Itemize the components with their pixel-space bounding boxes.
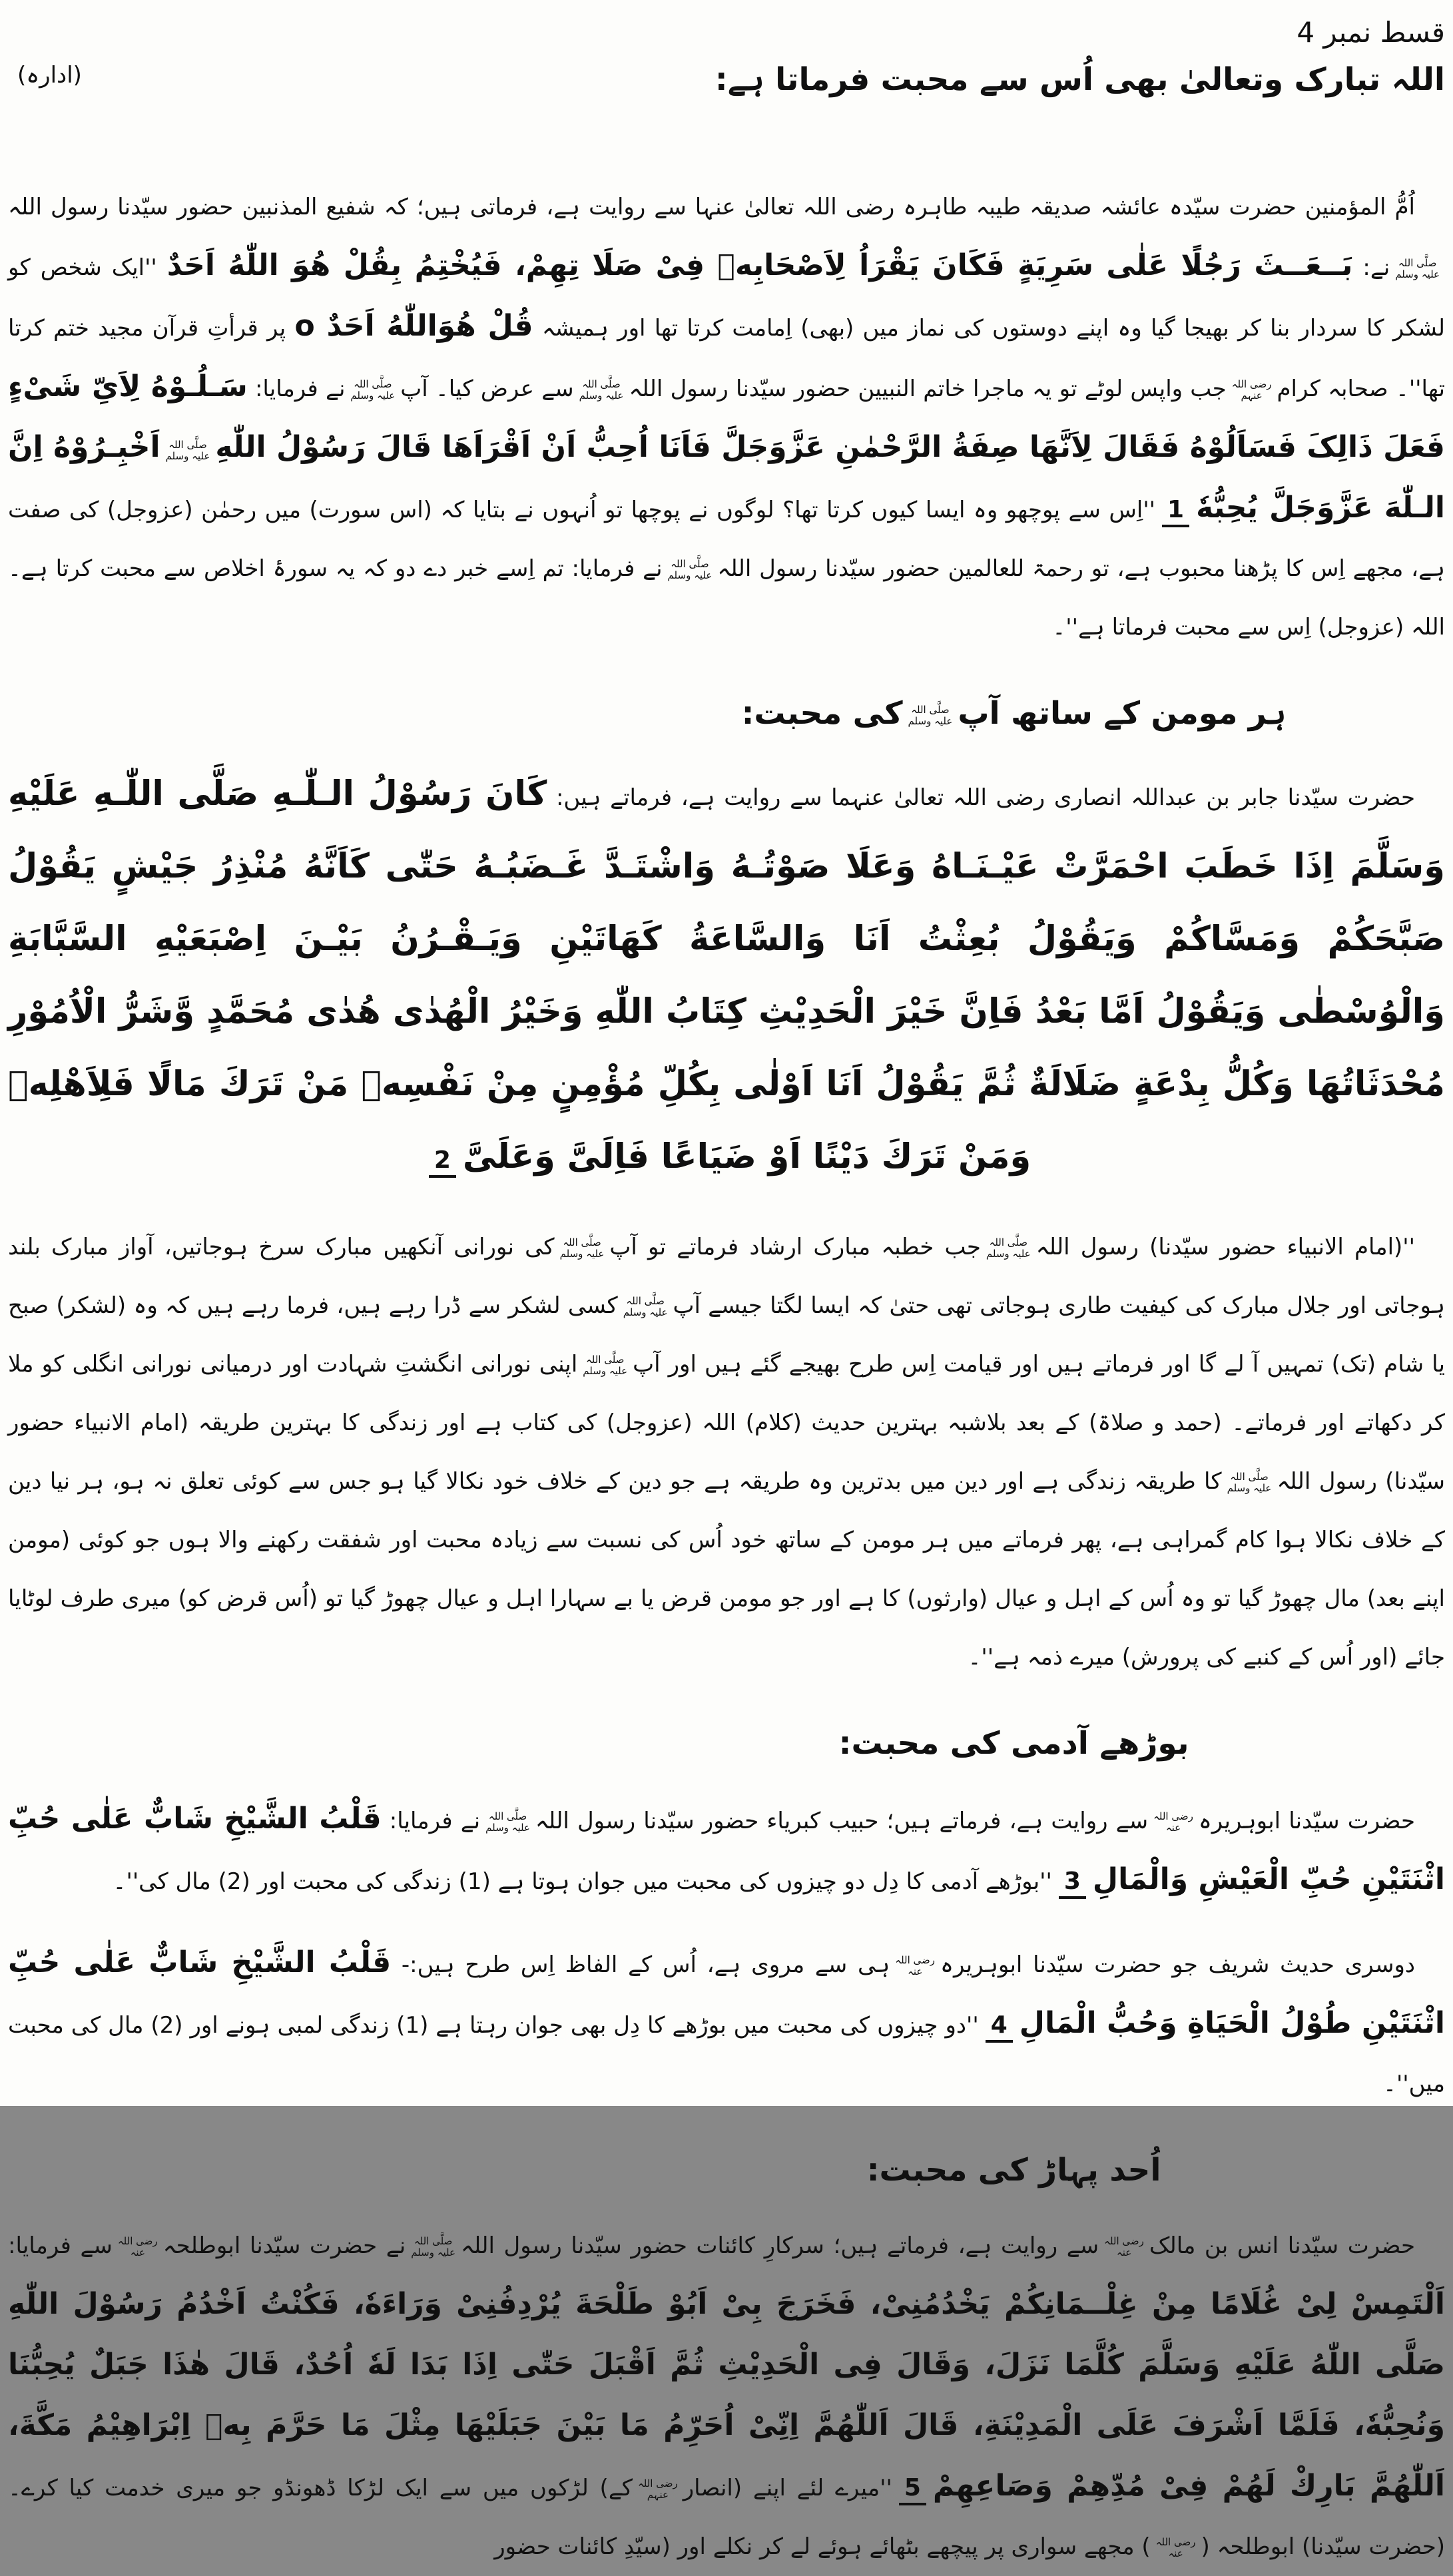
text-run-fn: 1 [1162, 497, 1189, 527]
text-run-urdu: کی نورانی آنکھیں مبارک سرخ ہوجاتیں، آواز مبارک بلند ہوجاتی اور جلال مبارک کی کیفیت طاری ہوجاتی تھی حتیٰ کہ ایسا لگتا جیسے آپ [8, 1234, 1445, 1319]
sallallahu-alayhi-wasallam-mark: صلَّی اللہ علیہ وسلم [623, 1294, 668, 1318]
text-run-urdu: نے حضرت سیّدنا ابوطلحہ [162, 2232, 406, 2259]
document-body [8, 61, 1445, 2576]
sallallahu-alayhi-wasallam-mark: صلَّی اللہ علیہ وسلم [986, 1236, 1031, 1260]
text-run-fn: 2 [429, 1148, 456, 1178]
text-run-arabic-big: كَانَ رَسُوْلُ الـلّٰـهِ صَلَّى اللّٰـهِ عَلَيْهِ وَسَلَّمَ اِذَا خَطَبَ احْمَرَّتْ عَيْـنَـاهُ وَعَلَا صَوْتُـهُ وَاشْتَـدَّ غَـضَبُـهُ حَتّٰى كَاَنَّهُ مُنْذِرُ جَيْشٍ يَقُوْلُ صَبَّحَكُمْ وَمَسَّاكُمْ وَيَقُوْلُ بُعِثْتُ اَنَا وَالسَّاعَةُ كَهَاتَيْنِ وَيَـقْـرُنُ بَيْـنَ اِصْبَعَيْهِ السَّبَّابَةِ وَالْوُسْطٰى وَيَقُوْلُ اَمَّا بَعْدُ فَاِنَّ خَيْرَ الْحَدِيْثِ كِتَابُ اللّٰهِ وَخَيْرُ الْهُدٰى هُدٰى مُحَمَّدٍ وَّشَرُّ الْاُمُوْرِ مُحْدَثَاتُهَا وَكُلُّ بِدْعَةٍ ضَلَالَةٌ ثُمَّ يَقُوْلُ اَنَا اَوْلٰى بِكُلِّ مُؤْمِنٍ مِنْ نَفْسِهٖ مَنْ تَرَكَ مَالًا فَلِاَهْلِهٖ وَمَنْ تَرَكَ دَيْنًا اَوْ ضَيَاعًا فَاِلَیَّ وَعَلَیَّ [8, 774, 1445, 1176]
text-run-urdu: اُمُّ المؤمنین حضرت سیّدہ عائشہ صدیقہ طیبہ طاہرہ رضی اللہ تعالیٰ عنہا سے روایت ہے، فرماتی ہیں؛ کہ شفیع المذنبین حضور سیّدنا رسول اللہ [8, 194, 1415, 220]
text-run-urdu: دوسری حدیث شریف جو حضرت سیّدنا ابوہریرہ [940, 1951, 1416, 1978]
sallallahu-alayhi-wasallam-mark: صلَّی اللہ علیہ وسلم [1227, 1470, 1272, 1494]
sallallahu-alayhi-wasallam-mark: صلَّی اللہ علیہ وسلم [350, 378, 396, 401]
sallallahu-alayhi-wasallam-mark: صلَّی اللہ علیہ وسلم [667, 557, 713, 581]
text-run-urdu: ''دو چیزوں کی محبت میں بوڑھے کا دِل بھی جوان رہتا ہے (1) زندگی لمبی ہونے اور (2) مال کی محبت میں''۔ [8, 2012, 1445, 2097]
heading-allah-loves-him [8, 61, 1445, 98]
byline: (ادارہ) [17, 62, 82, 89]
text-run-arabic: سَـلُـوْهُ لِاَیِّ شَیْءٍ فَعَلَ ذَالِکَ فَسَاَلُوْهُ فَقَالَ لِاَنَّهَا صِفَةُ الرَّحْمٰنِ عَزَّوَجَلَّ فَاَنَا اُحِبُّ اَنْ اَقْرَاَهَا قَالَ رَسُوْلُ اللّٰهِ [8, 370, 1445, 464]
sallallahu-alayhi-wasallam-mark: صلَّی اللہ علیہ وسلم [559, 1236, 605, 1260]
radiallahu-anhu-mark: رضی اللہ عنہ [1153, 1810, 1193, 1834]
text-run-urdu: پر قرأتِ قرآن مجید ختم کرتا تھا''۔ صحابہ کرام [8, 315, 1446, 402]
text-run-urdu: اپنی نورانی انگشتِ شہادت اور درمیانی نورانی انگلی کو ملا کر دکھاتے اور فرماتے۔ (حمد و صلاۃ) کے بعد بلاشبہ بہترین حدیث (کلام) اللہ (عزوجل) کی کتاب ہے اور زندگی کا بہترین طریقہ (امام الانبیاء حضور سیّدنا) رسول اللہ [8, 1351, 1445, 1495]
text-run-urdu: اُحد پہاڑ کی محبت: [866, 2152, 1161, 2189]
text-run-fn: 3 [1059, 1869, 1086, 1899]
text-run-urdu: کسی لشکر سے ڈرا رہے ہیں، فرما رہے ہیں کہ وہ (لشکر) صبح یا شام (تک) تمہیں آ لے گا اور فرماتے ہیں اور قیامت اِس طرح بھیجے گئے ہیں اور آپ [8, 1292, 1446, 1378]
text-run-urdu: ''بوڑھے آدمی کا دِل دو چیزوں کی محبت میں جوان ہوتا ہے (1) زندگی کی محبت اور (2) مال کی''۔ [113, 1868, 1052, 1895]
text-run-urdu: کا طریقہ زندگی ہے اور دین میں بدترین وہ طریقہ ہے جو دین کے خلاف خود نکالا گیا ہو جس سے کوئی تعلق نہ ہو، ہر نیا دین کے خلاف نکالا ہوا کام گمراہی ہے، پھر فرماتے میں ہر مومن کے ساتھ خود اُس کی نسبت سے زیادہ محبت اور شفقت رکھنے والا ہوں جو کوئی (مومن اپنے بعد) مال چھوڑ گیا تو وہ اُس کے اہل و عیال (وارثوں) کا ہے اور جو مومن قرض یا بے سہارا اہل و عیال چھوڑ گیا تو (اُس قرض کو) میری طرف لوٹایا جائے (اور اُس کے کنبے کی پرورش) میرے ذمہ ہے''۔ [8, 1468, 1445, 1671]
text-run-urdu: سے فرمایا: [8, 2232, 113, 2259]
text-run-urdu: سے روایت ہے، فرماتے ہیں؛ سرکارِ کائنات حضور سیّدنا رسول اللہ [460, 2232, 1099, 2259]
para-jabir-translation [8, 1218, 1445, 1686]
radiallahu-anhu-mark: رضی اللہ عنہ [117, 2234, 158, 2258]
radiallahu-anhu-mark: رضی اللہ عنہ [1104, 2234, 1144, 2258]
text-run-arabic: بَــعَــثَ رَجُلًا عَلٰی سَرِيَةٍ فَكَانَ يَقْرَاُ لِاَصْحَابِهٖ فِیْ صَلَا تِهِمْ، فَيُخْتِمُ بِقُلْ هُوَ اللّٰهُ اَحَدٌ [166, 248, 1353, 282]
sallallahu-alayhi-wasallam-mark: صلَّی اللہ علیہ وسلم [579, 378, 624, 401]
text-run-urdu: نے: [1352, 254, 1390, 281]
episode-number: قسط نمبر 4 [1297, 16, 1445, 49]
text-run-urdu: ''اِس سے پوچھو وہ ایسا کیوں کرتا تھا؟ لوگوں نے پوچھا تو اُنہوں نے بتایا کہ (اس سورت) میں رحمٰن (عزوجل) کی صفت ہے، مجھے اِس کا پڑھنا محبوب ہے، تو رحمۃ للعالمین حضور سیّدنا رسول اللہ [8, 497, 1445, 582]
para-abu-huraira-hadith-1 [8, 1790, 1445, 1911]
text-run-urdu: بوڑھے آدمی کی محبت: [838, 1725, 1189, 1762]
text-run-fn: 4 [986, 2013, 1013, 2043]
radiallahu-anhum-mark: رضی اللہ عنہم [637, 2477, 678, 2501]
text-run-arabic: قَلْبُ الشَّيْخِ شَابٌّ عَلٰى حُبِّ اثْنَتَيْنِ حُبِّ الْعَيْشِ وَالْمَالِ [8, 1802, 1445, 1896]
text-run-arabic: اَخْبِـرُوْهُ اِنَّ الـلّٰهَ عَزَّوَجَلَّ يُحِبُّهٗ [8, 430, 1445, 525]
heading-mount-uhud-love [8, 2152, 1445, 2189]
text-run-urdu: ہی سے مروی ہے، اُس کے الفاظ اِس طرح ہیں:- [391, 1951, 890, 1978]
heading-love-with-every-believer [8, 695, 1445, 732]
para-jabir-narration-arabic [8, 760, 1445, 1195]
sallallahu-alayhi-wasallam-mark: صلَّی اللہ علیہ وسلم [1395, 256, 1440, 280]
text-run-urdu: کی محبت: [741, 695, 903, 732]
sallallahu-alayhi-wasallam-mark: صلَّی اللہ علیہ وسلم [908, 703, 953, 727]
text-run-urdu: جب واپس لوٹے تو یہ ماجرا خاتم النبیین حضور سیّدنا رسول اللہ [629, 376, 1227, 402]
radiallahu-anhu-mark: رضی اللہ عنہ [1155, 2535, 1196, 2559]
sallallahu-alayhi-wasallam-mark: صلَّی اللہ علیہ وسلم [411, 2234, 455, 2258]
text-run-urdu: ہر مومن کے ساتھ آپ [958, 695, 1287, 732]
text-run-urdu: ''میرے لئے اپنے (انصار [683, 2475, 892, 2501]
text-run-arabic: قُلْ هُوَاللّٰهُ اَحَدٌ o [294, 309, 533, 343]
text-run-urdu: سے روایت ہے، فرماتے ہیں؛ حبیب کبریاء حضور سیّدنا رسول اللہ [535, 1808, 1149, 1834]
para-abu-huraira-hadith-2 [8, 1933, 1445, 2113]
text-run-urdu: جب خطبہ مبارک ارشاد فرماتے تو آپ [609, 1234, 981, 1260]
heading-old-mans-love [8, 1725, 1445, 1762]
text-run-arabic: اَلْتَمِسْ لِیْ غُلَامًا مِنْ غِلْــمَانِكُمْ يَخْدُمُنِیْ، فَخَرَجَ بِیْ اَبُوْ طَلْحَةَ يُرْدِفُنِیْ وَرَاءَهٗ، فَكُنْتُ اَخْدُمُ رَسُوْلَ اللّٰهِ صَلَّى اللّٰهُ عَلَيْهِ وَسَلَّمَ كُلَّمَا نَزَلَ، وَقَالَ فِى الْحَدِيْثِ ثُمَّ اَقْبَلَ حَتّٰى اِذَا بَدَا لَهٗ اُحُدٌ، قَالَ هٰذَا جَبَلٌ يُحِبُّنَا وَنُحِبُّهٗ، فَلَمَّا اَشْرَفَ عَلَى الْمَدِيْنَةِ، قَالَ اَللّٰهُمَّ اِنِّیْ اُحَرِّمُ مَا بَيْنَ جَبَلَيْهَا مِثْلَ مَا حَرَّمَ بِهٖ اِبْرَاهِيْمُ مَكَّةَ، اَللّٰهُمَّ بَارِكْ لَهُمْ فِیْ مُدِّهِمْ وَصَاعِهِمْ [8, 2287, 1445, 2503]
para-anas-narration [8, 2216, 1445, 2576]
text-run-urdu: ''ایک شخص کو لشکر کا سردار بنا کر بھیجا گیا وہ اپنے دوستوں کی نماز میں (بھی) اِمامت کرتا تھا اور ہمیشہ [8, 254, 1445, 342]
text-run-urdu: کے) لڑکوں میں سے ایک لڑکا ڈھونڈو جو میری خدمت کیا کرے۔ (حضرت سیّدنا) ابوطلحہ ( [8, 2475, 1445, 2560]
text-run-urdu: سے عرض کیا۔ آپ [400, 376, 574, 402]
text-run-fn: 5 [899, 2475, 926, 2505]
text-run-urdu: نے فرمایا: [247, 376, 346, 402]
text-run-urdu: حضرت سیّدنا ابوہریرہ [1198, 1808, 1416, 1834]
sallallahu-alayhi-wasallam-mark: صلَّی اللہ علیہ وسلم [165, 438, 210, 462]
text-run-urdu: حضرت سیّدنا جابر بن عبداللہ انصاری رضی اللہ تعالیٰ عنہما سے روایت ہے، فرماتے ہیں: [547, 784, 1415, 811]
text-run-arabic: قَلْبُ الشَّيْخِ شَابٌّ عَلٰى حُبِّ اثْنَتَيْنِ طُوْلُ الْحَيَاةِ وَحُبُّ الْمَالِ [8, 1945, 1446, 2040]
text-run-urdu: ) مجھے سواری پر پیچھے بٹھائے ہوئے لے کر نکلے اور (سیّدِ کائنات حضور [494, 2533, 1151, 2560]
sallallahu-alayhi-wasallam-mark: صلَّی اللہ علیہ وسلم [485, 1810, 530, 1834]
radiallahu-anhum-mark: رضی اللہ عنہم [1231, 378, 1272, 401]
text-run-urdu: ''(امام الانبیاء حضور سیّدنا) رسول اللہ [1035, 1234, 1415, 1260]
text-run-urdu: اللہ تبارک وتعالیٰ بھی اُس سے محبت فرماتا ہے: [715, 61, 1445, 98]
radiallahu-anhu-mark: رضی اللہ عنہ [895, 1953, 936, 1977]
para-aisha-narration [8, 178, 1445, 656]
sallallahu-alayhi-wasallam-mark: صلَّی اللہ علیہ وسلم [583, 1353, 628, 1377]
text-run-urdu: نے فرمایا: تم اِسے خبر دے دو کہ یہ سورۂ اخلاص سے محبت کرتا ہے۔ اللہ (عزوجل) اِس سے محبت فرماتا ہے''۔ [8, 555, 1445, 641]
text-run-urdu: نے فرمایا: [381, 1808, 481, 1834]
text-run-urdu: حضرت سیّدنا انس بن مالک [1149, 2232, 1416, 2259]
